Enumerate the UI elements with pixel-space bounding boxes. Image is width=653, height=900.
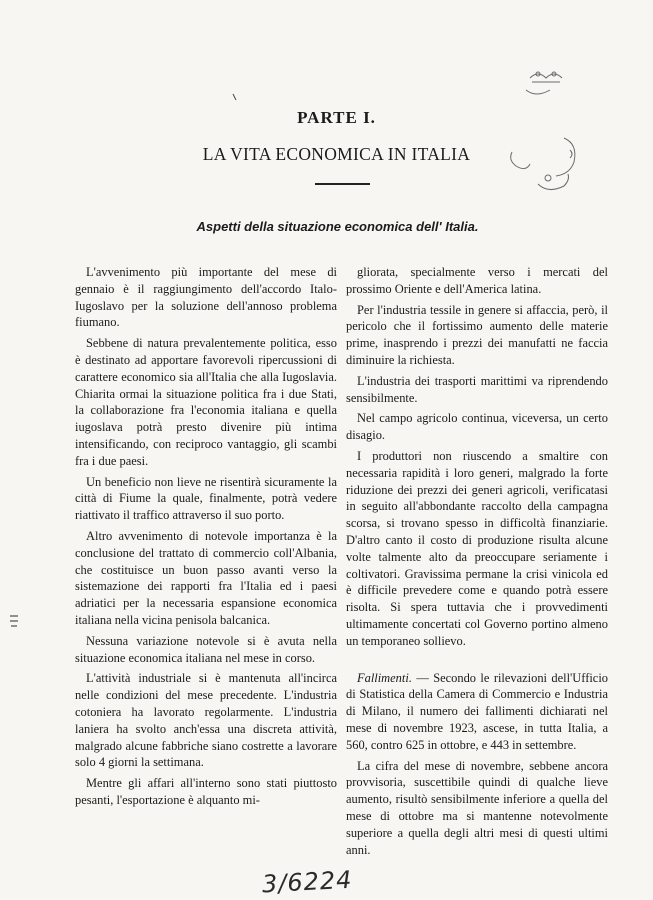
page-title: LA VITA ECONOMICA IN ITALIA (202, 144, 471, 164)
paragraph: La cifra del mese di novembre, sebbene ancora provvisoria, suscettibile quindi di qualche lieve aumento, risultò sensibilmente inferiore a quella del mese di ottobre ma si mantenne notevolmente superiore a quella degli altri mesi di questi ultimi anni. (346, 758, 608, 857)
title-divider (315, 183, 370, 185)
library-stamp-icon (508, 60, 588, 210)
fallimenti-text: — Secondo le rilevazioni dell'Ufficio di Statistica della Camera di Commercio e Industria di Milano, il numero dei fallimenti dichiarati nel mese di novembre 1923, ascese, in tutta Italia, a 560, contro 625 in ottobre, e 443 in settembre. (346, 670, 608, 752)
left-column (75, 264, 337, 813)
paragraph: Nessuna variazione notevole si è avuta nella situazione economica italiana nel mese in corso. (75, 633, 337, 665)
right-column (346, 264, 608, 862)
paragraph: Mentre gli affari all'interno sono stati piuttosto pesanti, l'esportazione è alquanto mi- (75, 776, 337, 807)
fallimenti-paragraph (346, 670, 608, 754)
section-heading: Aspetti della situazione economica dell' Italia. (196, 219, 479, 234)
part-title: PARTE I. (297, 108, 376, 127)
ink-speck (232, 88, 238, 96)
paragraph: Un beneficio non lieve ne risentirà sicuramente la città di Fiume la quale, finalmente, potrà vedere riattivato il traffico attraverso il suo porto. (75, 474, 337, 523)
paragraph: Sebbene di natura prevalentemente politica, esso è destinato ad apportare favorevoli ripercussioni di carattere economico sia all'Italia che alla Iugoslavia. Chiarita ormai la situazione politica fra i due Stati, la collaborazione fra l'economia italiana e quella iugoslava potrà presto divenire più intima intensificando, con reciproco vantaggio, gli scambi fra i due paesi. (75, 336, 337, 468)
paragraph: gliorata, specialmente verso i mercati del prossimo Oriente e dell'America latina. (346, 265, 608, 296)
paragraph: Per l'industria tessile in genere si affaccia, però, il pericolo che il fortissimo aumento delle materie prime, inasprendo i prezzi dei manufatti ne faccia diminuire la richiesta. (346, 302, 608, 367)
margin-mark-icon (8, 612, 22, 632)
handwritten-shelf-mark: 3/6224 (261, 865, 354, 899)
paragraph: I produttori non riuscendo a smaltire con necessaria rapidità i loro generi, malgrado la forte riduzione dei prezzi dei generi agricoli, verificatasi in seguito all'abbondante raccolto della campagna scorsa, si trovano spesso in difficoltà finanziarie. D'altro canto il costo di produzione risulta alcune volte talmente alto da preoccupare seriamente i coltivatori. Gravissima permane la crisi vinicola ed è difficile prevedere come e quando potrà essere risolta. Si spera tuttavia che i provvedimenti ultimamente concertati col Governo portino almeno un temporaneo sollievo. (346, 448, 608, 648)
fallimenti-lead: Fallimenti. (357, 670, 412, 685)
paragraph: L'attività industriale si è mantenuta all'incirca nelle condizioni del mese precedente. L'industria cotoniera ha lavorato regolarmente. L'industria laniera ha svolto anch'essa una discreta attività, malgrado alcune fabbriche siano costrette a lavorare solo 4 giorni la settimana. (75, 671, 337, 770)
paragraph: Nel campo agricolo continua, viceversa, un certo disagio. (346, 411, 608, 443)
paragraph: L'industria dei trasporti marittimi va riprendendo sensibilmente. (346, 373, 608, 405)
paragraph: L'avvenimento più importante del mese di gennaio è il raggiungimento dell'accordo Italo-Iugoslavo per la soluzione dell'annoso problema fiumano. (75, 265, 337, 330)
paragraph: Altro avvenimento di notevole importanza è la conclusione del trattato di commercio coll'Albania, che costituisce un buon passo avanti verso la sistemazione dei rapporti fra l'Italia ed i paesi adriatici per la necessaria espansione economica italiana nella vicina penisola balcanica. (75, 528, 337, 627)
